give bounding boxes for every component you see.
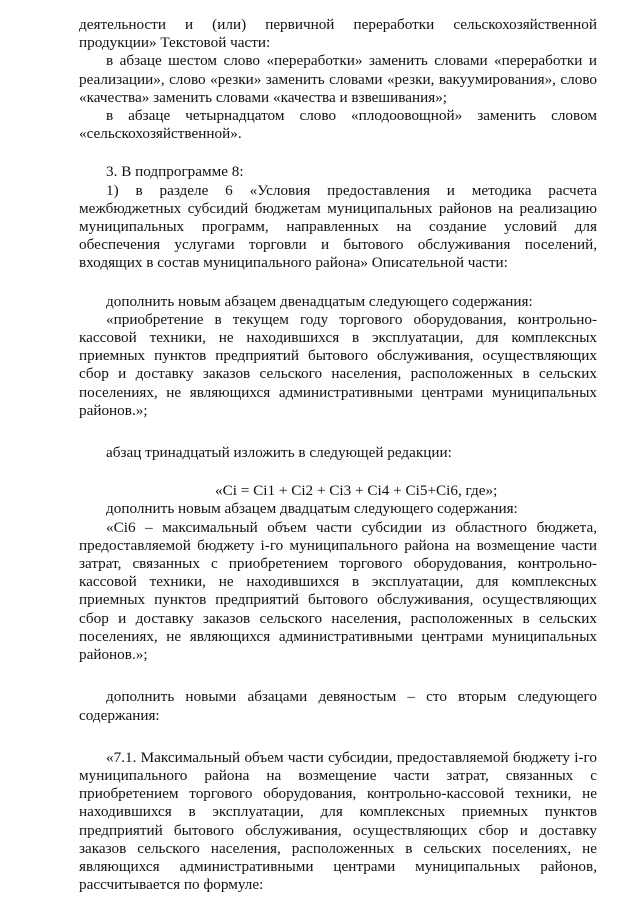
paragraph-add-twelfth: дополнить новым абзацем двенадцатым следующего содержания: <box>106 292 533 310</box>
paragraph-continuation: деятельности и (или) первичной переработки сельскохозяйственной продукции» Текстовой части: <box>79 16 597 52</box>
spacer <box>79 273 597 293</box>
paragraph-quote-acquisition: «приобретение в текущем году торгового оборудования, контрольно-кассовой техники, не находившихся в эксплуатации, для комплексных приемных пунктов предприятий бытового обслуживания, осуществляющих сбор и доставку заказов сельского населения, расположенных в сельских поселениях, не являющихся административными центрами муниципальных районов.»; <box>79 310 597 419</box>
document-body <box>79 16 597 894</box>
paragraph-section-6: 1) в разделе 6 «Условия предоставления и методика расчета межбюджетных субсидий бюджетам муниципальных районов на реализацию муниципальных программ, направленных на создание условий для обеспечения услугами торговли и бытового обслуживания поселений, входящих в состав муниципального района» Описательной части: <box>79 181 597 272</box>
formula-line: «Ci = Ci1 + Ci2 + Ci3 + Ci4 + Ci5+Ci6, где»; <box>215 482 498 500</box>
spacer <box>79 462 597 482</box>
paragraph-amend-fourteenth: в абзаце четырнадцатом слово «плодоовощной» заменить словом «сельскохозяйственной». <box>79 107 597 143</box>
spacer <box>79 143 597 163</box>
paragraph-thirteenth-edit: абзац тринадцатый изложить в следующей редакции: <box>106 444 452 462</box>
paragraph-add-twentieth: дополнить новым абзацем двадцатым следующего содержания: <box>106 500 518 518</box>
paragraph-add-ninetieth: дополнить новыми абзацами девяностым – сто вторым следующего содержания: <box>79 688 597 724</box>
spacer <box>79 664 597 688</box>
paragraph-amend-sixth: в абзаце шестом слово «переработки» заменить словами «переработки и реализации», слово «резки» заменить словами «резки, вакуумирования», слово «качества» заменить словами «качества и взвешивания»; <box>79 52 597 106</box>
spacer <box>79 725 597 749</box>
paragraph-quote-ci6: «Ci6 – максимальный объем части субсидии из областного бюджета, предоставляемой бюджету i-го муниципального района на возмещение части затрат, связанных с приобретением торгового оборудования, контрольно-кассовой техники, не находившихся в эксплуатации, для комплексных приемных пунктов предприятий бытового обслуживания, осуществляющих сбор и доставку заказов сельского населения, расположенных в сельских поселениях, не являющихся административными центрами муниципальных районов.»; <box>79 518 597 664</box>
spacer <box>79 420 597 444</box>
paragraph-subprogram-heading: 3. В подпрограмме 8: <box>106 163 244 181</box>
paragraph-quote-7-1: «7.1. Максимальный объем части субсидии, предоставляемой бюджету i-го муниципального района на возмещение части затрат, связанных с приобретением торгового оборудования, контрольно-кассовой техники, не находившихся в эксплуатации, для комплексных приемных пунктов предприятий бытового обслуживания, осуществляющих сбор и доставку заказов сельского населения, расположенных в сельских поселениях, не являющихся административными центрами муниципальных районов, рассчитывается по формуле: <box>79 748 597 894</box>
